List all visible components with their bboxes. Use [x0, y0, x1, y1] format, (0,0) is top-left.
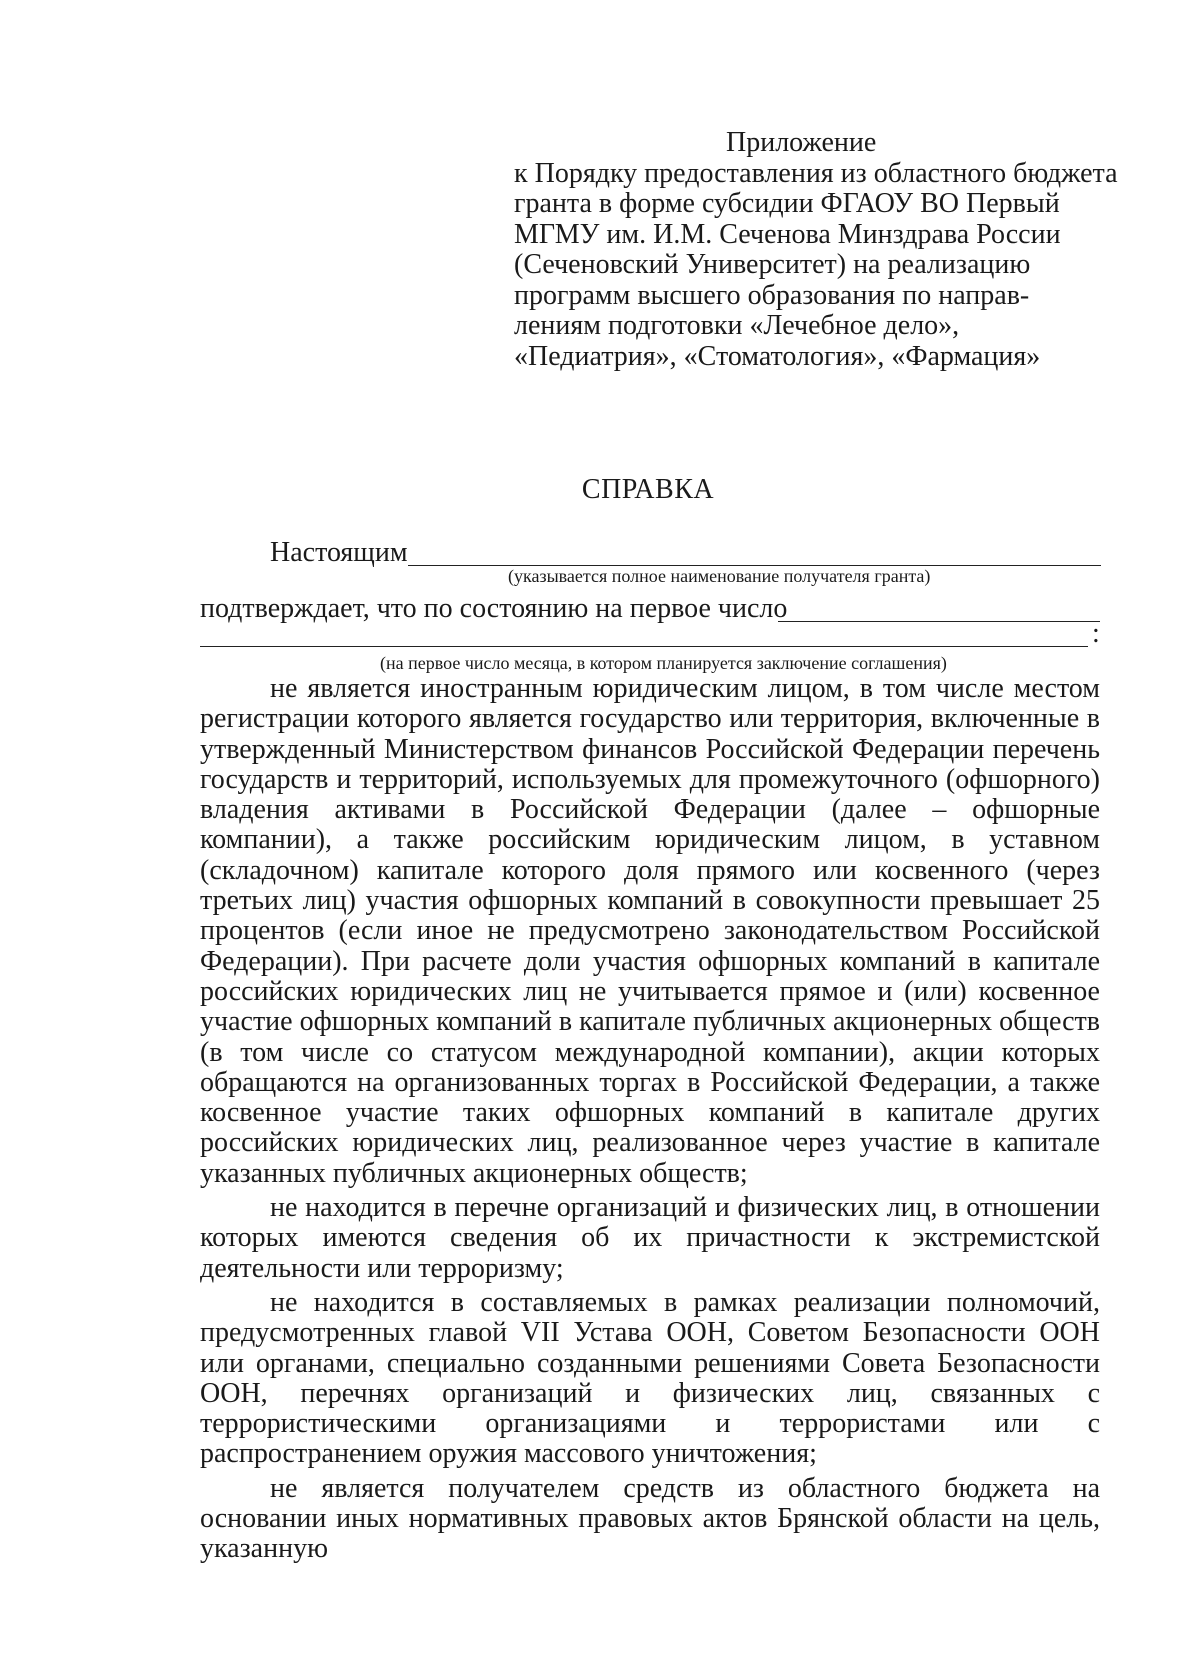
appendix-line: «Педиатрия», «Стоматология», «Фармация» — [514, 340, 1041, 372]
date-continuation-blank[interactable] — [200, 646, 1088, 647]
date-row — [200, 593, 1100, 625]
paragraph-other-funds: не является получателем средств из областного бюджета на основании иных нормативных правовых актов Брянской области на цель, указанную — [200, 1472, 1100, 1565]
date-blank[interactable] — [778, 621, 1100, 622]
paragraph-offshore: не является иностранным юридическим лицом, в том числе местом регистрации которого является государство или территория, включенные в утвержденный Министерством финансов Российской Федерации перечень государств и территорий, используемых для промежуточного (офшорного) владения активами в Российской Федерации (далее – офшорные компании), а также российским юридическим лицом, в уставном (складочном) капитале которого доля прямого или косвенного (через третьих лиц) участия офшорных компаний в совокупности превышает 25 процентов (если иное не предусмотрено законодательством Российской Федерации). При расчете доли участия офшорных компаний в капитале российских юридических лиц не учитывается прямое и (или) косвенное участие офшорных компаний в капитале публичных акционерных обществ (в том числе со статусом международной компании), акции которых обращаются на организованных торгах в Российской Федерации, а также косвенное участие таких офшорных компаний в капитале других российских юридических лиц, реализованное через участие в капитале указанных публичных акционерных обществ; — [200, 673, 1100, 1189]
colon: : — [1092, 618, 1100, 649]
appendix-header — [514, 127, 1118, 372]
appendix-line: программ высшего образования по направ- — [514, 279, 1030, 311]
document-title: СПРАВКА — [581, 474, 715, 505]
confirms-text: подтверждает, что по состоянию на первое число — [200, 593, 788, 624]
paragraph-extremism: не находится в перечне организаций и физических лиц, в отношении которых имеются сведения об их причастности к экстремистской деятельности или терроризму; — [200, 1192, 1100, 1284]
lead-word: Настоящим — [270, 537, 408, 568]
body-text — [200, 674, 1100, 1565]
appendix-line: (Сеченовский Университет) на реализацию — [514, 249, 1031, 280]
recipient-hint: (указывается полное наименование получателя гранта) — [508, 566, 931, 586]
appendix-title: Приложение — [726, 127, 877, 158]
date-hint: (на первое число месяца, в котором планируется заключение соглашения) — [380, 653, 947, 673]
recipient-row — [200, 537, 1100, 569]
appendix-line: лениям подготовки «Лечебное дело», — [514, 310, 960, 341]
appendix-line: гранта в форме субсидии ФГАОУ ВО Первый — [514, 188, 1060, 219]
appendix-line: МГМУ им. И.М. Сеченова Минздрава России — [514, 218, 1061, 250]
paragraph-un-sanctions: не находится в составляемых в рамках реализации полномочий, предусмотренных главой VII Устава ООН, Советом Безопасности ООН или органами, специально созданными решениями Совета Безопасности ООН, перечнях организаций и физических лиц, связанных с террористическими организациями и террористами или с распространением оружия массового уничтожения; — [200, 1286, 1100, 1470]
appendix-line: к Порядку предоставления из областного бюджета — [514, 157, 1118, 189]
